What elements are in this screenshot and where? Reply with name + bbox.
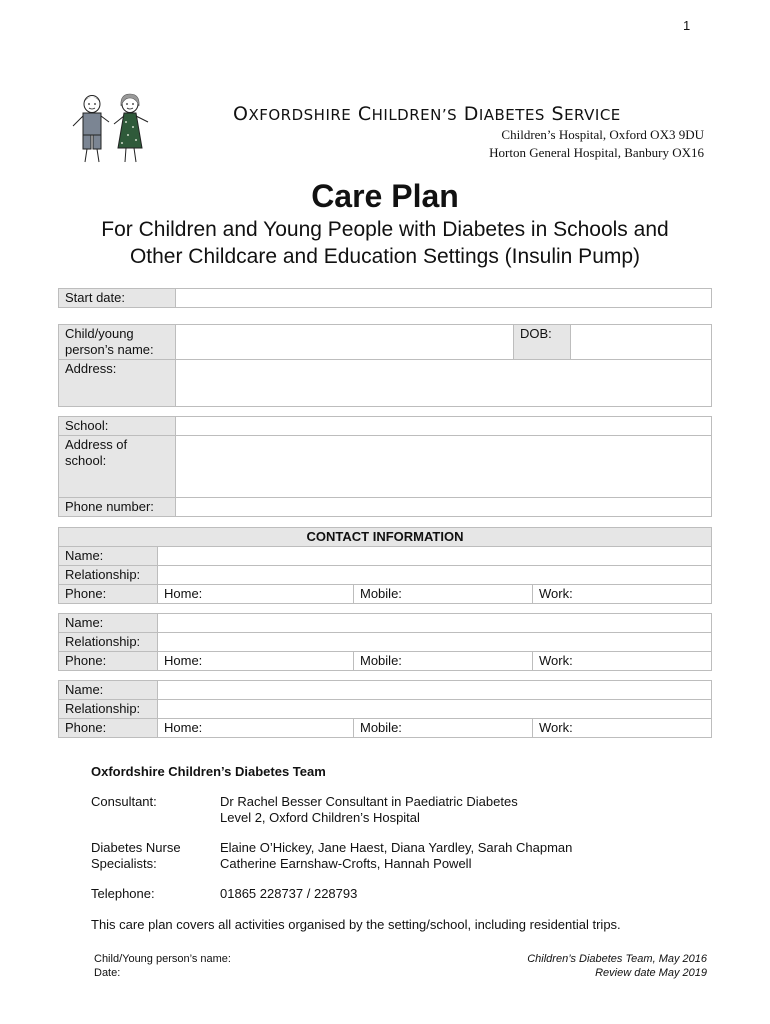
consultant-label: Consultant: [91,794,157,809]
contact-relationship-field[interactable] [158,700,712,719]
contact-phone-label: Phone: [59,719,158,738]
contact-name-label: Name: [59,681,158,700]
contact-name-field[interactable] [158,614,712,633]
children-logo-illustration [70,90,160,170]
address-line-1: Children’s Hospital, Oxford OX3 9DU [501,127,704,142]
page-subtitle [40,216,730,270]
contact-name-field[interactable] [158,681,712,700]
contact-relationship-field[interactable] [158,633,712,652]
contact-info-header: CONTACT INFORMATION [59,528,712,547]
school-details-table [58,416,712,517]
page-number: 1 [683,18,691,33]
contact-work-field[interactable]: Work: [533,719,712,738]
contact-home-field[interactable]: Home: [158,719,354,738]
school-label: School: [59,417,176,436]
school-address-field[interactable] [176,436,712,498]
start-date-label: Start date: [59,289,176,308]
start-date-table [58,288,712,308]
contact-relationship-label: Relationship: [59,633,158,652]
page-title: Care Plan [311,178,459,214]
contact-table-1 [58,527,712,604]
title-word: CHILDREN’S [357,103,458,125]
contact-table-3 [58,680,712,738]
contact-home-field[interactable]: Home: [158,585,354,604]
contact-name-field[interactable] [158,547,712,566]
contact-name-label: Name: [59,614,158,633]
contact-work-field[interactable]: Work: [533,585,712,604]
contact-mobile-field[interactable]: Mobile: [354,719,533,738]
dob-label: DOB: [514,325,571,360]
contact-table-2 [58,613,712,671]
title-word: OXFORDSHIRE [233,103,352,125]
phone-number-label: Phone number: [59,498,176,517]
telephone-label: Telephone: [91,886,155,901]
care-plan-note: This care plan covers all activities organised by the setting/school, including residential trips. [91,917,621,932]
subtitle-line-2: Other Childcare and Education Settings (Insulin Pump) [129,245,641,268]
subtitle-line-1: For Children and Young People with Diabetes in Schools and [101,218,669,241]
footer-review-date: Review date May 2019 [595,967,707,979]
address-label: Address: [59,360,176,407]
telephone-value: 01865 228737 / 228793 [220,886,358,901]
team-title: Oxfordshire Children’s Diabetes Team [91,764,326,779]
title-word: SERVICE [551,103,621,125]
footer-date-label: Date: [94,967,121,979]
phone-number-field[interactable] [176,498,712,517]
service-title [233,103,621,125]
address-line-2: Horton General Hospital, Banbury OX16 [489,145,704,160]
nurse-specialists-label: Diabetes Nurse Specialists: [91,840,181,871]
contact-relationship-label: Relationship: [59,566,158,585]
contact-phone-label: Phone: [59,585,158,604]
consultant-details: Dr Rachel Besser Consultant in Paediatric Diabetes Level 2, Oxford Children’s Hospital [220,794,518,825]
title-word: DIABETES [463,103,545,125]
address-field[interactable] [176,360,712,407]
footer-name-label: Child/Young person’s name: [94,953,231,965]
child-details-table [58,324,712,407]
nurse-specialists-details: Elaine O’Hickey, Jane Haest, Diana Yardley, Sarah Chapman Catherine Earnshaw-Crofts, Hannah Powell [220,840,573,871]
footer-team-date: Children’s Diabetes Team, May 2016 [527,953,707,965]
contact-home-field[interactable]: Home: [158,652,354,671]
child-name-label: Child/young person’s name: [59,325,176,360]
contact-name-label: Name: [59,547,158,566]
child-name-field[interactable] [176,325,514,360]
contact-phone-label: Phone: [59,652,158,671]
start-date-field[interactable] [176,289,712,308]
school-field[interactable] [176,417,712,436]
contact-relationship-label: Relationship: [59,700,158,719]
contact-work-field[interactable]: Work: [533,652,712,671]
contact-mobile-field[interactable]: Mobile: [354,585,533,604]
dob-field[interactable] [571,325,712,360]
contact-mobile-field[interactable]: Mobile: [354,652,533,671]
school-address-label: Address of school: [59,436,176,498]
contact-relationship-field[interactable] [158,566,712,585]
